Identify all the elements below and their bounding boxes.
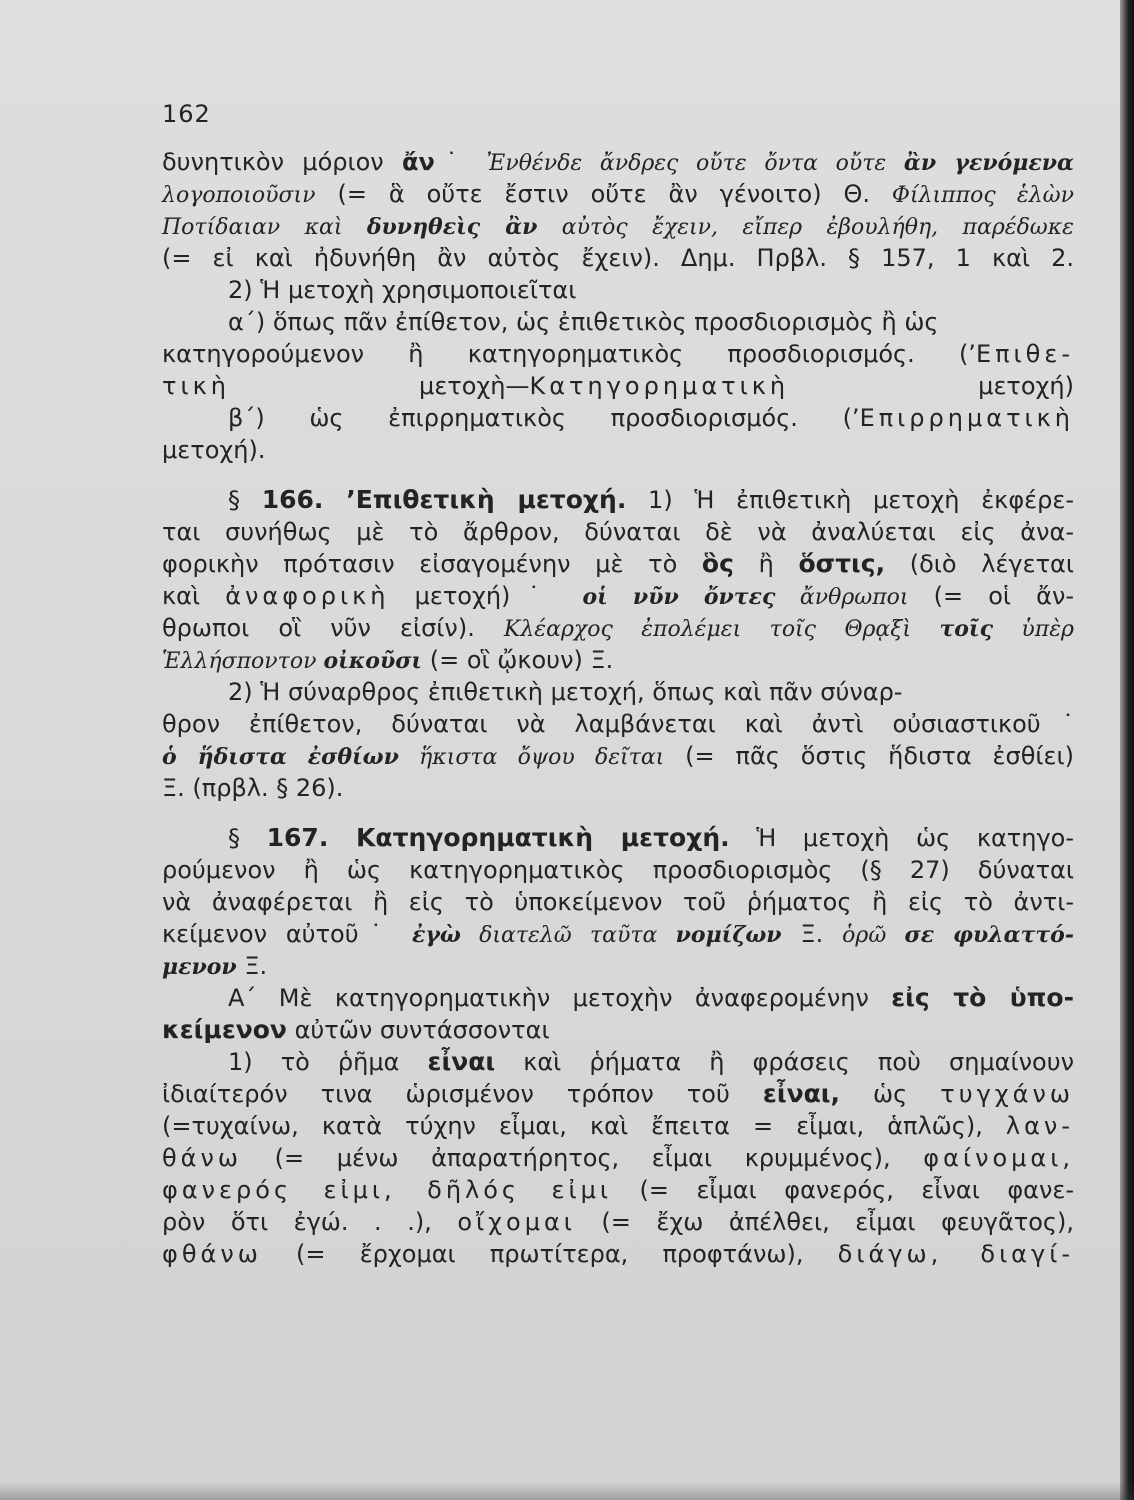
text-segment: ἰδιαίτερόν τινα ὡρισμένον τρόπον τοῦ [162,1080,763,1108]
text-segment: θάνω [162,1144,243,1172]
text-segment: τυγχάνω [940,1080,1074,1108]
text-segment: Ἡ μετοχὴ ὡς κατηγο- [729,824,1074,852]
text-segment: δυνητικὸν μόριον [162,148,403,176]
text-segment: φανερός εἰμι, δῆλός εἰμι [162,1176,612,1204]
text-segment: ἀναφορικὴ [225,582,390,610]
text-line [162,886,1074,918]
text-line [162,644,1074,676]
text-line [162,178,1074,210]
page-edge-shadow [1120,0,1134,1500]
text-line [162,612,1074,644]
text-segment: φαίνομαι, [923,1144,1074,1172]
text-segment: (= ἔχω ἀπέλθει, εἶμαι φευγᾶτος), [575,1208,1075,1236]
text-segment: Ξ. (πρβλ. § 26). [162,774,344,802]
text-segment: κατηγορούμενον ἢ κατηγορηματικὸς προσδιορισμός. (’ [162,340,976,368]
text-segment: § [228,486,262,514]
text-line [162,210,1074,242]
text-segment: (= ἔρχομαι πρωτίτερα, προφτάνω), [261,1240,838,1268]
text-line [162,950,1074,982]
text-segment: θρωποι οἳ νῦν εἰσίν). [162,614,504,642]
text-segment: λογοποιοῦσιν [162,183,316,208]
paragraph-gap [162,804,1074,822]
text-segment: εἶναι, [762,1079,841,1108]
text-segment: δυνηθεὶς ἂν [366,214,538,240]
page-number: 162 [162,100,211,128]
text-segment: καὶ [162,582,226,610]
text-segment: Ἑλλήσποντον [162,649,324,674]
text-segment: αὐτῶν συντάσσονται [286,1016,550,1044]
text-line [162,1142,1074,1174]
text-segment: Ξ. [236,952,268,980]
text-segment: οἴχομαι [457,1208,576,1236]
text-segment: 2) Ἡ μετοχὴ χρησιμοποιεῖται [228,276,577,304]
text-segment: κείμενον αὐτοῦ˙ [162,920,412,948]
text-segment: 2) Ἡ σύναρθρος ἐπιθετικὴ μετοχή, ὅπως καὶ πᾶν σύναρ- [228,678,903,706]
text-segment: Φίλιππος ἑλὼν [891,183,1074,208]
text-segment: (= εἶμαι φανερός, εἶναι φανε- [611,1176,1075,1204]
text-segment: (=τυχαίνω, κατὰ τύχην εἶμαι, καὶ ἔπειτα = εἶμαι, ἁπλῶς), [162,1112,1006,1140]
paragraph-gap [162,466,1074,484]
text-segment: ρὸν ὅτι ἐγώ. . .), [162,1208,458,1236]
text-segment: ἢ [733,550,799,578]
text-segment: σε φυλαττό- [904,922,1074,948]
text-line [162,274,1074,306]
text-segment: Επιθε- [975,340,1074,368]
text-segment: (= εἰ καὶ ἠδυνήθη ἂν αὐτὸς ἔχειν). Δημ. Πρβλ. § 157, 1 καὶ 2. [162,244,1074,272]
text-segment: (= ἃ οὔτε ἔστιν οὔτε ἂν γένοιτο) Θ. [315,180,892,208]
text-line [162,1078,1074,1110]
text-segment: φθάνω [162,1240,262,1268]
text-segment: 167. Κατηγορηματικὴ μετοχή. [266,823,730,852]
text-segment: ὁρῶ [842,923,905,948]
text-segment: Κλέαρχος ἐπολέμει τοῖς Θρᾳξὶ [503,617,940,642]
text-line [162,1046,1074,1078]
text-segment: ἄνθρωποι [775,585,909,610]
text-segment: ὁ ἥδιστα ἐσθίων [162,744,399,770]
text-segment: τοῖς [939,616,993,642]
text-segment: ἂν γενόμενα [903,150,1074,176]
text-line [162,982,1074,1014]
text-segment: ἐγὼ [412,922,461,948]
text-segment: ὡς [840,1080,941,1108]
text-segment: νομίζων [675,922,782,948]
text-line [162,434,1074,466]
text-line [162,338,1074,370]
text-line [162,1014,1074,1046]
text-segment: ἥκιστα ὄψου δεῖται [398,745,665,770]
text-segment: οἱ νῦν ὄντες [582,584,776,610]
text-segment: μετοχή)˙ [389,582,583,610]
text-segment: κείμενον [162,1015,287,1044]
text-segment: ται συνήθως μὲ τὸ ἄρθρον, δύναται δὲ νὰ ἀναλύεται εἰς ἀνα- [162,518,1074,546]
text-segment: § [228,824,267,852]
text-line [162,708,1074,740]
text-segment: ἄν [402,148,435,176]
text-segment: αὐτὸς ἔχειν, εἴπερ ἐβουλήθη, παρέδωκε [537,215,1074,240]
text-segment: τικὴ [162,372,230,400]
text-segment: 1) Ἡ ἐπιθετικὴ μετοχὴ ἐκφέρε- [626,486,1074,514]
text-line [162,402,1074,434]
text-segment: διατελῶ ταῦτα [460,923,676,948]
text-segment: 166. ’Επιθετικὴ μετοχή. [261,485,627,514]
text-segment: εἶναι [427,1047,496,1076]
text-segment: νὰ ἀναφέρεται ἢ εἰς τὸ ὑποκείμενον τοῦ ῥήματος ἢ εἰς τὸ ἀντι- [162,888,1074,916]
text-line [162,740,1074,772]
text-line [162,580,1074,612]
text-line [162,676,1074,708]
text-segment: Α´ Μὲ κατηγορηματικὴν μετοχὴν ἀναφερομένην [228,984,892,1012]
text-line [162,1238,1074,1270]
text-segment: (= μένω ἀπαρατήρητος, εἶμαι κρυμμένος), [242,1144,924,1172]
text-segment: Ἐνθένδε ἄνδρες οὔτε ὄντα οὔτε [486,151,904,176]
text-line [162,1174,1074,1206]
text-segment: ὑπὲρ [992,617,1074,642]
text-segment: μετοχὴ— [229,372,530,400]
body-text [162,146,1074,1270]
text-segment: Ξ. [781,920,843,948]
text-line [162,370,1074,402]
text-line [162,854,1074,886]
text-segment: 1) τὸ ῥῆμα [228,1048,428,1076]
text-line [162,242,1074,274]
text-line [162,772,1074,804]
text-segment: Κατηγορηματικὴ [529,372,790,400]
text-line [162,548,1074,580]
text-line [162,306,1074,338]
text-segment: (= πᾶς ὅστις ἥδιστα ἐσθίει) [664,742,1074,770]
text-segment: β´) ὡς ἐπιρρηματικὸς προσδιορισμός. (’ [228,404,860,432]
text-segment: ὃς [701,549,734,578]
text-segment: Ποτίδαιαν καὶ [162,215,367,240]
text-segment: (διὸ λέγεται [885,550,1075,578]
page-bottom-shadow [0,1482,1134,1500]
text-segment: καὶ ῥήματα ἢ φράσεις ποὺ σημαίνουν [495,1048,1075,1076]
text-segment: (= οἳ ᾤκουν) Ξ. [422,646,614,674]
text-line [162,146,1074,178]
text-line [162,918,1074,950]
text-segment: εἰς τὸ ὑπο- [891,983,1074,1012]
text-line [162,1110,1074,1142]
text-segment: θρον ἐπίθετον, δύναται νὰ λαμβάνεται καὶ ἀντὶ οὐσιαστικοῦ˙ [162,710,1074,738]
text-segment: (= οἱ ἄν- [908,582,1075,610]
text-segment: Επιρρηματικὴ [859,404,1074,432]
text-segment: ˙ [434,148,487,176]
text-segment: διάγω, διαγί- [837,1240,1074,1268]
text-line [162,822,1074,854]
text-line [162,484,1074,516]
text-line [162,516,1074,548]
text-segment: ρούμενον ἢ ὡς κατηγορηματικὸς προσδιορισμὸς (§ 27) δύναται [162,856,1074,884]
text-segment: α´) ὅπως πᾶν ἐπίθετον, ὡς ἐπιθετικὸς προσδιορισμὸς ἢ ὡς [228,308,939,336]
text-segment: οἰκοῦσι [323,648,423,674]
text-segment: λαν- [1005,1112,1074,1140]
text-line [162,1206,1074,1238]
text-segment: μενον [162,954,237,980]
text-segment: φορικὴν πρότασιν εἰσαγομένην μὲ τὸ [162,550,702,578]
text-segment: μετοχή) [789,372,1074,400]
text-segment: μετοχή). [162,436,266,464]
text-segment: ὅστις, [798,549,886,578]
